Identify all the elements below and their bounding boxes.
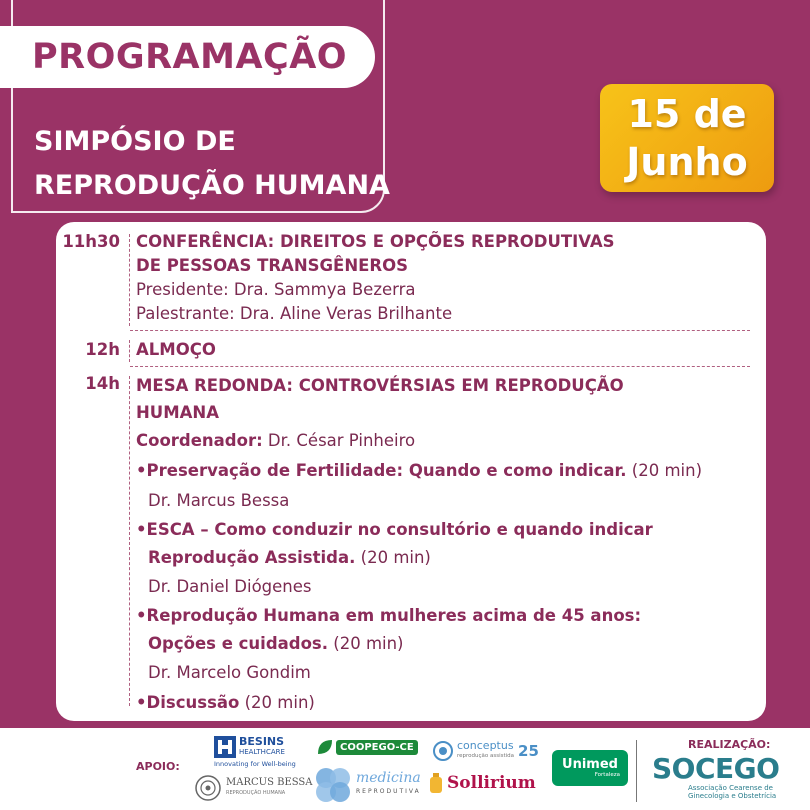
time-label: 14h (85, 374, 120, 393)
schedule-card (56, 222, 766, 721)
conceptus-name: conceptus (457, 739, 514, 752)
agenda-item-title: ESCA – Como conduzir no consultório e quando indicar (146, 520, 653, 539)
sollirium-bottle-icon (428, 772, 444, 794)
session-title: ALMOÇO (136, 340, 216, 359)
conceptus-anniversary: 25 (518, 742, 539, 760)
coordinator (136, 426, 756, 456)
conceptus-logo (432, 740, 539, 762)
agenda-item (136, 602, 756, 630)
agenda-item-duration: (20 min) (239, 693, 315, 712)
event-title-line2: REPRODUÇÃO HUMANA (34, 170, 390, 201)
time-divider (129, 376, 130, 706)
besins-mark-icon (214, 736, 236, 758)
session-title: MESA REDONDA: CONTROVÉRSIAS EM REPRODUÇÃO (136, 376, 624, 395)
socego-logo (652, 754, 779, 800)
agenda-item-speaker: Dr. Marcus Bessa (148, 491, 290, 510)
bullet: • (136, 520, 147, 539)
time-divider (129, 234, 130, 326)
besins-sub: HEALTHCARE (239, 748, 285, 756)
coopego-name: COOPEGO-CE (336, 740, 418, 755)
unimed-logo (552, 750, 628, 786)
date-day: 15 de (627, 92, 747, 136)
date-badge (600, 84, 774, 192)
session-speaker: Palestrante: Dra. Aline Veras Brilhante (136, 304, 453, 323)
schedule-block-mesa-redonda (56, 372, 766, 717)
bullet: • (136, 693, 147, 712)
agenda-item-duration: (20 min) (328, 634, 404, 653)
session-title-cont: HUMANA (136, 403, 219, 422)
agenda-item-title: Preservação de Fertilidade: Quando e como indicar. (146, 461, 627, 480)
bullet: • (136, 461, 147, 480)
medicina-name: medicina (356, 770, 421, 786)
agenda-item-speaker: Dr. Daniel Diógenes (148, 577, 312, 596)
sponsors-footer (0, 728, 810, 810)
medicina-sub: REPRODUTIVA (356, 788, 421, 795)
date-month: Junho (626, 140, 748, 184)
medicina-reprodutiva-logo (314, 766, 421, 804)
besins-tagline: Innovating for Well-being (214, 760, 296, 768)
socego-sub2: Ginecologia e Obstetrícia (688, 792, 777, 800)
coordinator-label: Coordenador: (136, 431, 263, 450)
agenda-item-title-cont: Reprodução Assistida. (148, 548, 356, 567)
socego-sub1: Associação Cearense de (688, 784, 773, 792)
besins-logo (214, 736, 296, 768)
agenda-item-title-cont: Opções e cuidados. (148, 634, 329, 653)
programacao-label: PROGRAMAÇÃO (32, 37, 348, 77)
agenda-item-duration: (20 min) (355, 548, 431, 567)
unimed-sub: Fortaleza (594, 772, 620, 778)
marcus-bessa-name: MARCUS BESSA (226, 777, 313, 788)
realizacao-label: REALIZAÇÃO: (688, 738, 771, 751)
schedule-block-conferencia (56, 230, 766, 330)
bullet: • (136, 606, 147, 625)
block-content (136, 372, 756, 718)
agenda-item-title: Discussão (146, 693, 240, 712)
sollirium-logo (428, 772, 536, 794)
apoio-label: APOIO: (136, 760, 180, 773)
event-title-line1: SIMPÓSIO DE (34, 126, 236, 157)
session-title: CONFERÊNCIA: DIREITOS E OPÇÕES REPRODUTIVAS (136, 232, 615, 251)
sollirium-name: Sollirium (447, 773, 536, 793)
agenda-item-duration: (20 min) (626, 461, 703, 480)
event-title (34, 120, 390, 208)
socego-name: SOCEGO (652, 752, 780, 785)
schedule-block-almoco (56, 338, 766, 364)
session-president: Presidente: Dra. Sammya Bezerra (136, 280, 416, 299)
block-content (136, 230, 756, 326)
agenda-item-title: Reprodução Humana em mulheres acima de 45 anos: (146, 606, 642, 625)
programacao-banner (0, 26, 375, 88)
agenda-item (136, 688, 756, 718)
conceptus-mark-icon (432, 740, 454, 762)
marcus-bessa-sub: REPRODUÇÃO HUMANA (226, 790, 286, 796)
agenda-item-cont (136, 630, 756, 658)
session-title-cont: DE PESSOAS TRANSGÊNEROS (136, 256, 409, 275)
block-content (136, 338, 756, 362)
coopego-leaf-icon (316, 738, 334, 756)
footer-divider (636, 740, 637, 802)
medicina-circles-icon (314, 766, 354, 804)
agenda-item (136, 516, 756, 544)
separator (130, 366, 750, 367)
unimed-name: Unimed (562, 757, 618, 772)
agenda-item-cont (136, 544, 756, 572)
time-divider (129, 340, 130, 362)
marcus-bessa-mark-icon (194, 774, 222, 802)
besins-name: BESINS (239, 735, 285, 748)
time-label: 12h (85, 340, 120, 359)
time-label: 11h30 (62, 232, 120, 251)
agenda-item (136, 456, 756, 486)
coordinator-name: Dr. César Pinheiro (262, 431, 416, 450)
separator (130, 330, 750, 331)
agenda-item-speaker: Dr. Marcelo Gondim (148, 663, 311, 682)
marcus-bessa-logo (194, 774, 313, 802)
coopego-logo (316, 738, 418, 756)
conceptus-sub: reprodução assistida (457, 753, 515, 759)
